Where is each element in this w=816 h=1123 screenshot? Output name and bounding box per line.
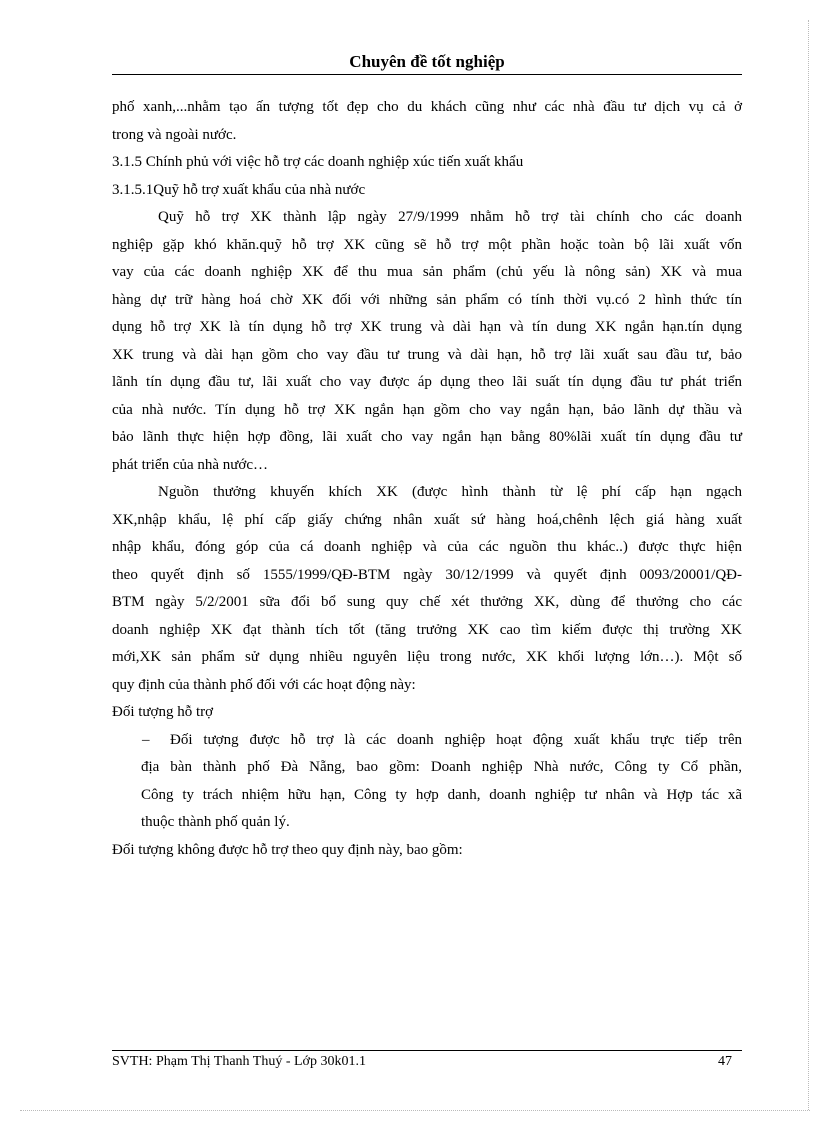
bullet-item-first-line bbox=[112, 727, 742, 755]
document-body bbox=[112, 94, 742, 864]
text-line: doanh nghiệp XK đạt thành tích tốt (tăng trưởng XK cao tìm kiếm được thị trường XK bbox=[112, 621, 742, 638]
dash-bullet: – bbox=[142, 731, 150, 748]
page-boundary-right bbox=[808, 20, 809, 1110]
text-line: BTM ngày 5/2/2001 sữa đổi bổ sung quy chế xét thưởng XK, dùng để thưởng cho các bbox=[112, 594, 742, 610]
page-header-title: Chuyên đề tốt nghiệp bbox=[349, 52, 505, 71]
text-line: nghiệp gặp khó khăn.quỹ hỗ trợ XK cũng sẽ hỗ trợ một phần hoặc toàn bộ lãi xuất vốn bbox=[112, 236, 742, 253]
text-line: vay của các doanh nghiệp XK để thu mua sản phẩm (chủ yếu là nông sản) XK và mua bbox=[112, 264, 742, 280]
text-line: XK,nhập khẩu, lệ phí cấp giấy chứng nhân xuất sứ hàng hoá,chênh lệch giá hàng xuất bbox=[112, 511, 742, 528]
bullet-continuation: thuộc thành phố quản lý. bbox=[141, 814, 290, 830]
text-line: mới,XK sản phẩm sử dụng nhiều nguyên liệu trong nước, XK khối lượng lớn…). Một số bbox=[112, 649, 742, 665]
page-boundary-bottom bbox=[20, 1110, 810, 1111]
bullet-continuation: Công ty trách nhiệm hữu hạn, Công ty hợp danh, doanh nghiệp tư nhân và Hợp tác xã bbox=[141, 786, 742, 803]
text-line: của nhà nước. Tín dụng hỗ trợ XK ngắn hạn gồm cho vay ngắn hạn, bảo lãnh dự thầu và bbox=[112, 401, 742, 418]
text-line: phát triển của nhà nước… bbox=[112, 456, 269, 473]
bullet-text: Đối tượng được hỗ trợ là các doanh nghiệp hoạt động xuất khẩu trực tiếp trên bbox=[170, 731, 742, 748]
text-line: phố xanh,...nhằm tạo ấn tượng tốt đẹp cho du khách cũng như các nhà đầu tư dịch vụ cả ở bbox=[112, 99, 742, 115]
text-line: XK trung và dài hạn gồm cho vay đầu tư trung và dài hạn, hỗ trợ lãi xuất sau đầu tư, bảo bbox=[112, 346, 742, 363]
bullet-continuation: địa bàn thành phố Đà Nẵng, bao gồm: Doanh nghiệp Nhà nước, Công ty Cổ phần, bbox=[141, 759, 742, 775]
footer-rule bbox=[112, 1050, 742, 1051]
paragraph-first-line: Nguồn thưởng khuyến khích XK (được hình thành từ lệ phí cấp hạn ngạch bbox=[158, 484, 742, 500]
text-line: quy định của thành phố đối với các hoạt động này: bbox=[112, 676, 416, 693]
page-number: 47 bbox=[718, 1054, 732, 1069]
text-line: lãnh tín dụng đầu tư, lãi xuất cho vay được áp dụng theo lãi suất tín dụng đầu tư phát triển bbox=[112, 374, 742, 390]
list-heading: Đối tượng hỗ trợ bbox=[112, 704, 214, 720]
text-line: hàng dự trữ hàng hoá chờ XK đối với những sản phẩm có tính thời vụ.có 2 hình thức tín bbox=[112, 291, 742, 308]
text-line: nhập khẩu, đóng góp của cá doanh nghiệp và của các nguồn thu khác..) được thực hiện bbox=[112, 539, 742, 555]
text-line: trong và ngoài nước. bbox=[112, 126, 237, 143]
text-line: Đối tượng không được hỗ trợ theo quy định này, bao gồm: bbox=[112, 841, 463, 858]
text-line: bảo lãnh thực hiện hợp đồng, lãi xuất cho vay ngắn hạn bằng 80%lãi xuất tín dụng đầu tư bbox=[112, 429, 742, 445]
section-heading: 3.1.5 Chính phủ với việc hỗ trợ các doanh nghiệp xúc tiến xuất khẩu bbox=[112, 154, 524, 170]
header-rule bbox=[112, 74, 742, 75]
footer-author: SVTH: Phạm Thị Thanh Thuý - Lớp 30k01.1 bbox=[112, 1054, 366, 1069]
subsection-heading: 3.1.5.1Quỹ hỗ trợ xuất khẩu của nhà nước bbox=[112, 181, 366, 198]
text-line: theo quyết định số 1555/1999/QĐ-BTM ngày 30/12/1999 và quyết định 0093/20001/QĐ- bbox=[112, 566, 742, 583]
text-line: dụng hỗ trợ XK là tín dụng hỗ trợ XK trung và dài hạn và tín dung XK ngắn hạn.tín dụng bbox=[112, 319, 742, 335]
paragraph-first-line: Quỹ hỗ trợ XK thành lập ngày 27/9/1999 nhằm hỗ trợ tài chính cho các doanh bbox=[158, 209, 742, 225]
